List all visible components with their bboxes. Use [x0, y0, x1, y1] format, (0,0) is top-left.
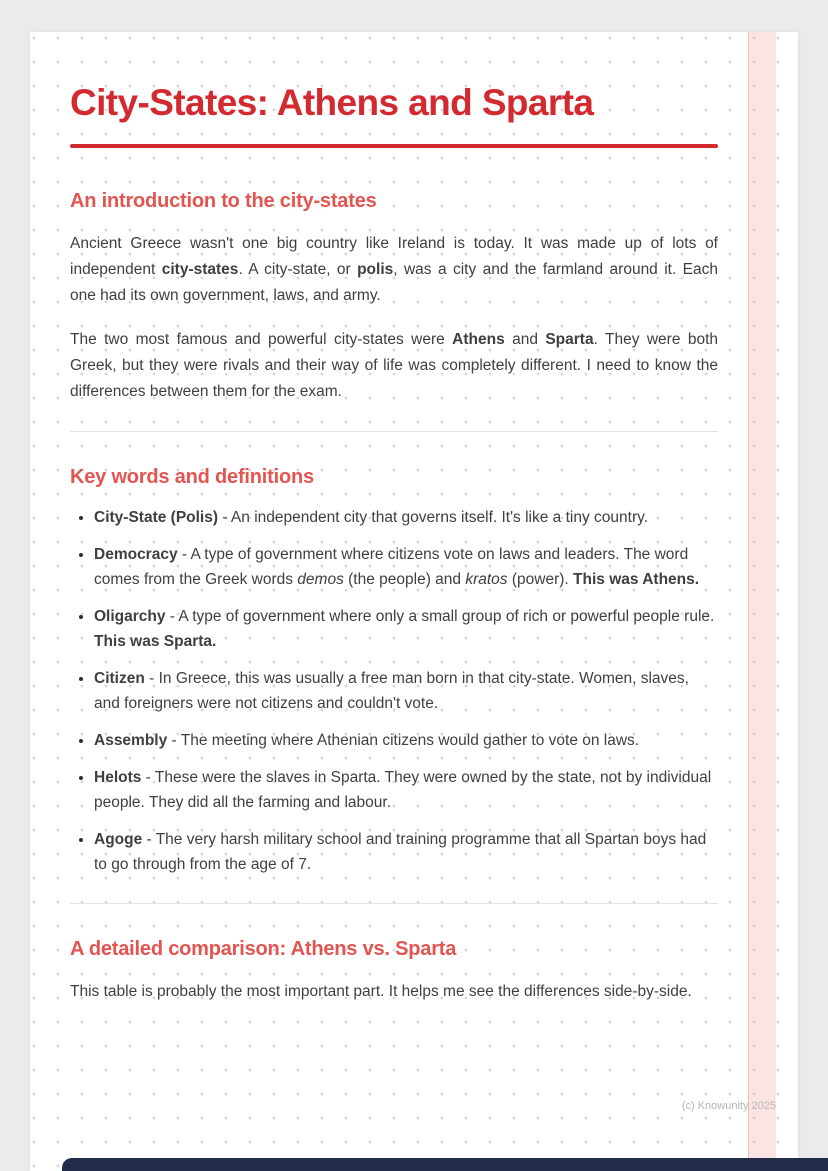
paragraph-intro-1	[70, 231, 718, 309]
definition-item-city-state	[94, 505, 718, 530]
text-segment: (the people) and	[343, 570, 466, 588]
text-segment: Assembly	[94, 731, 168, 749]
text-segment: Citizen	[94, 669, 145, 687]
text-segment: city-states	[161, 260, 239, 278]
text-segment: Sparta	[545, 330, 594, 348]
text-segment: - In Greece, this was usually a free man born in that city-state. Women, slaves, and foreigners were not citizens and couldn't vote.	[94, 669, 689, 712]
text-segment: demos	[297, 570, 344, 588]
text-segment: The two most famous and powerful city-states were	[70, 330, 453, 348]
text-segment: polis	[357, 260, 394, 278]
section-divider	[70, 431, 718, 432]
definition-item-oligarchy	[94, 604, 718, 654]
text-segment: and	[504, 330, 546, 348]
text-segment: Athens	[452, 330, 505, 348]
text-segment: - An independent city that governs itself. It's like a tiny country.	[218, 508, 649, 526]
definition-item-citizen	[94, 666, 718, 716]
text-segment: - A type of government where citizens vote on laws and leaders. The word comes from the Greek words	[94, 545, 689, 588]
text-segment: - The very harsh military school and training programme that all Spartan boys had to go through from the age of 7.	[94, 830, 707, 873]
document-page	[30, 32, 798, 1171]
text-segment: . They were both Greek, but they were rivals and their way of life was completely different. I need to know the differences between them for the exam.	[70, 330, 718, 400]
text-segment: (power).	[507, 570, 574, 588]
document-content	[30, 32, 798, 1005]
definition-item-democracy	[94, 542, 718, 592]
section-keywords	[70, 466, 718, 877]
text-segment: This was Sparta.	[94, 632, 217, 650]
section-heading-comparison: A detailed comparison: Athens vs. Sparta	[70, 937, 457, 960]
text-segment: City-State (Polis)	[94, 508, 219, 526]
watermark-text: (c) Knowunity 2025	[681, 1100, 776, 1112]
definition-item-agoge	[94, 827, 718, 877]
title-underline	[70, 144, 718, 148]
definition-item-assembly	[94, 728, 718, 753]
document-title: City-States: Athens and Sparta	[70, 82, 594, 123]
section-heading-introduction: An introduction to the city-states	[70, 189, 377, 212]
text-segment: - A type of government where only a small group of rich or powerful people rule.	[165, 607, 715, 625]
text-segment: , was a city and the farmland around it. Each one had its own government, laws, and army.	[70, 260, 718, 304]
next-page-top-edge	[62, 1158, 828, 1171]
section-heading-keywords: Key words and definitions	[70, 465, 314, 488]
section-introduction	[70, 190, 718, 405]
text-segment: . A city-state, or	[238, 260, 358, 278]
text-segment: - The meeting where Athenian citizens would gather to vote on laws.	[167, 731, 640, 749]
text-segment: Helots	[94, 768, 142, 786]
text-segment: This was Athens.	[573, 570, 700, 588]
paragraph-intro-2	[70, 327, 718, 405]
definition-item-helots	[94, 765, 718, 815]
text-segment: Ancient Greece wasn't one big country like Ireland is today. It was made up of lots of independent	[70, 234, 718, 278]
text-segment: Agoge	[94, 830, 143, 848]
text-segment: Oligarchy	[94, 607, 166, 625]
section-divider	[70, 903, 718, 904]
text-segment: This table is probably the most important part. It helps me see the differences side-by-side.	[70, 982, 692, 1000]
paragraph-comparison-intro	[70, 979, 718, 1005]
definitions-list	[70, 505, 718, 877]
text-segment: kratos	[465, 570, 508, 588]
text-segment: Democracy	[94, 545, 178, 563]
section-comparison	[70, 938, 718, 1005]
text-segment: - These were the slaves in Sparta. They were owned by the state, not by individual people. They did all the farming and labour.	[94, 768, 712, 811]
